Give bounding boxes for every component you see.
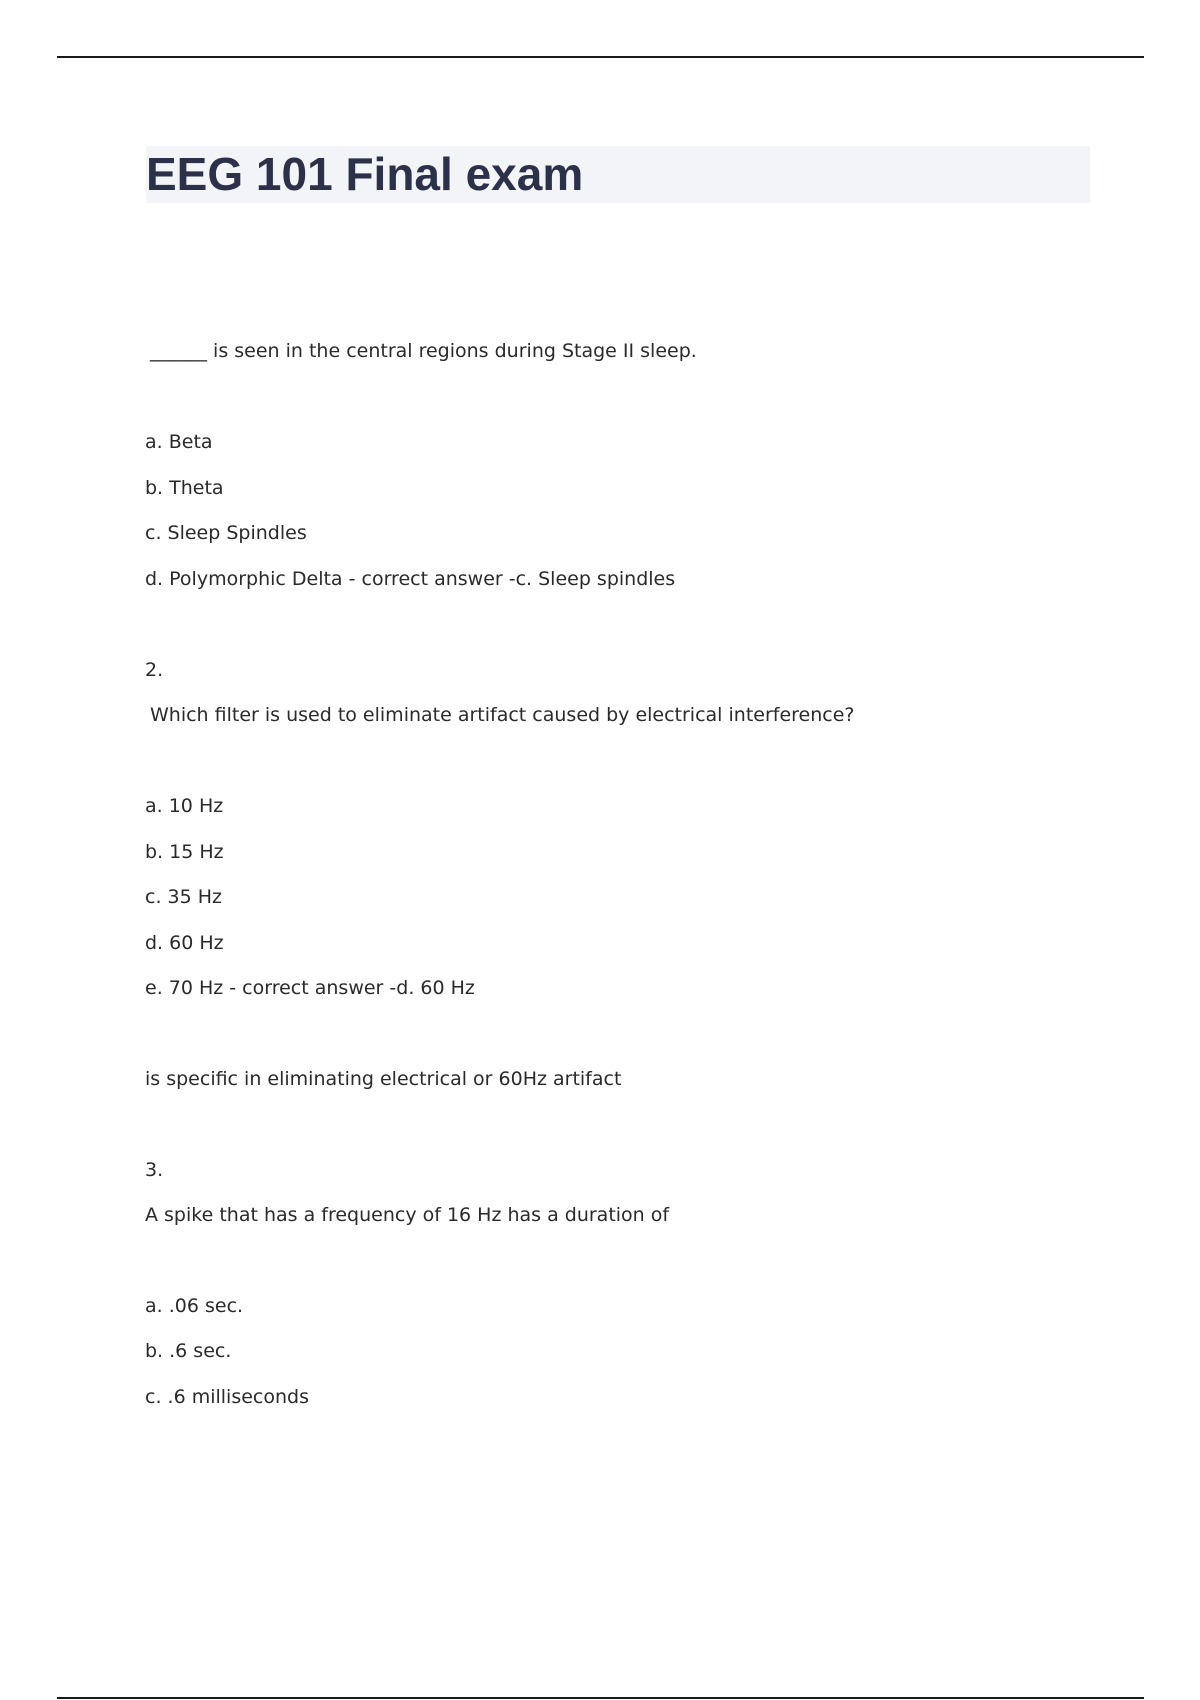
question-3-option-c: c. .6 milliseconds: [145, 1386, 309, 1408]
page-title: EEG 101 Final exam: [146, 148, 584, 200]
question-2-prompt: Which filter is used to eliminate artifact caused by electrical interference?: [150, 704, 855, 726]
question-3-number: 3.: [145, 1159, 164, 1181]
question-2-number: 2.: [145, 659, 164, 681]
question-1-prompt: ______ is seen in the central regions during Stage II sleep.: [150, 340, 697, 362]
question-3-option-a: a. .06 sec.: [145, 1295, 244, 1317]
header-rule: [57, 56, 1144, 58]
question-2-option-e: e. 70 Hz - correct answer -d. 60 Hz: [145, 977, 475, 999]
question-3-prompt: A spike that has a frequency of 16 Hz has a duration of: [145, 1204, 670, 1226]
question-2-option-d: d. 60 Hz: [145, 932, 224, 954]
question-2-explanation: is specific in eliminating electrical or 60Hz artifact: [145, 1068, 622, 1090]
question-1-option-d: d. Polymorphic Delta - correct answer -c. Sleep spindles: [145, 568, 676, 590]
question-2-option-b: b. 15 Hz: [145, 841, 224, 863]
question-2-option-c: c. 35 Hz: [145, 886, 223, 908]
footer-rule: [57, 1697, 1144, 1699]
question-2-option-a: a. 10 Hz: [145, 795, 224, 817]
question-1-option-b: b. Theta: [145, 477, 224, 499]
question-1-option-a: a. Beta: [145, 431, 213, 453]
question-1-option-c: c. Sleep Spindles: [145, 522, 307, 544]
question-3-option-b: b. .6 sec.: [145, 1340, 232, 1362]
